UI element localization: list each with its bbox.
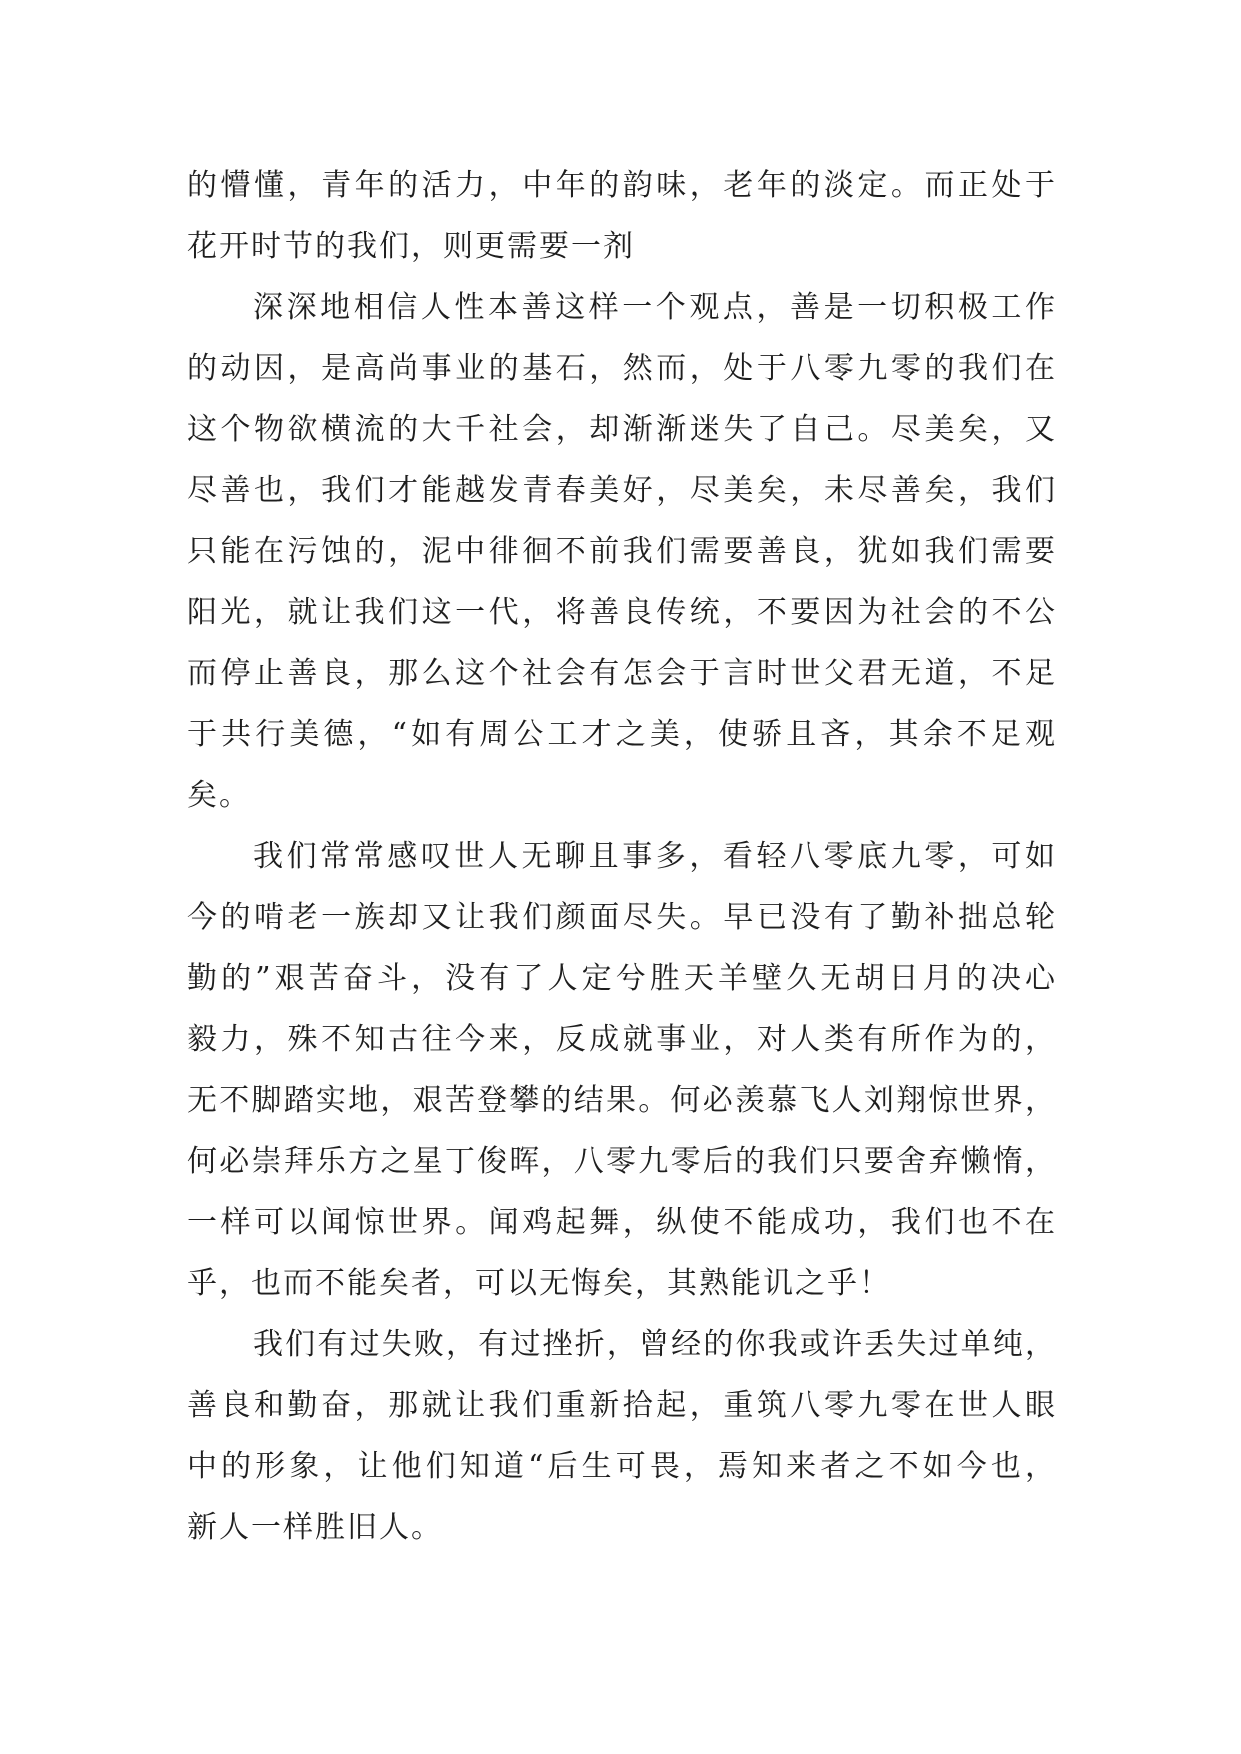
text-line: 何必崇拜乐方之星丁俊晖，八零九零后的我们只要舍弃懒惰，	[187, 1144, 1057, 1179]
text-line: 中的形象，让他们知道“后生可畏，焉知来者之不如今也，	[187, 1449, 1057, 1484]
text-line: 无不脚踏实地，艰苦登攀的结果。何必羡慕飞人刘翔惊世界，	[187, 1083, 1057, 1118]
text-line: 矣。	[187, 778, 251, 813]
paragraph-first-line: 我们常常感叹世人无聊且事多，看轻八零底九零，可如	[253, 839, 1057, 874]
text-line: 的动因，是高尚事业的基石，然而，处于八零九零的我们在	[187, 351, 1057, 386]
essay-body	[187, 155, 1057, 1558]
text-line: 花开时节的我们，则更需要一剂	[187, 229, 635, 264]
text-line: 这个物欲横流的大千社会，却渐渐迷失了自己。尽美矣，又	[187, 412, 1057, 447]
text-line: 新人一样胜旧人。	[187, 1510, 443, 1545]
paragraph-first-line: 我们有过失败，有过挫折，曾经的你我或许丢失过单纯，	[253, 1327, 1057, 1362]
text-line: 毅力，殊不知古往今来，反成就事业，对人类有所作为的，	[187, 1022, 1057, 1057]
text-line: 一样可以闻惊世界。闻鸡起舞，纵使不能成功，我们也不在	[187, 1205, 1057, 1240]
text-line: 今的啃老一族却又让我们颜面尽失。早已没有了勤补拙总轮	[187, 900, 1057, 935]
text-line: 只能在污蚀的，泥中徘徊不前我们需要善良，犹如我们需要	[187, 534, 1057, 569]
text-line: 阳光，就让我们这一代，将善良传统，不要因为社会的不公	[187, 595, 1057, 630]
text-line: 善良和勤奋，那就让我们重新拾起，重筑八零九零在世人眼	[187, 1388, 1057, 1423]
text-line: 而停止善良，那么这个社会有怎会于言时世父君无道，不足	[187, 656, 1057, 691]
text-line: 于共行美德，“如有周公工才之美，使骄且吝，其余不足观	[187, 717, 1057, 752]
text-line: 乎，也而不能矣者，可以无悔矣，其熟能讥之乎！	[187, 1266, 891, 1301]
text-line: 勤的”艰苦奋斗，没有了人定兮胜天羊壁久无胡日月的决心	[187, 961, 1057, 996]
paragraph-first-line: 深深地相信人性本善这样一个观点，善是一切积极工作	[253, 290, 1057, 325]
text-line: 尽善也，我们才能越发青春美好，尽美矣，未尽善矣，我们	[187, 473, 1057, 508]
text-line: 的懵懂，青年的活力，中年的韵味，老年的淡定。而正处于	[187, 168, 1057, 203]
